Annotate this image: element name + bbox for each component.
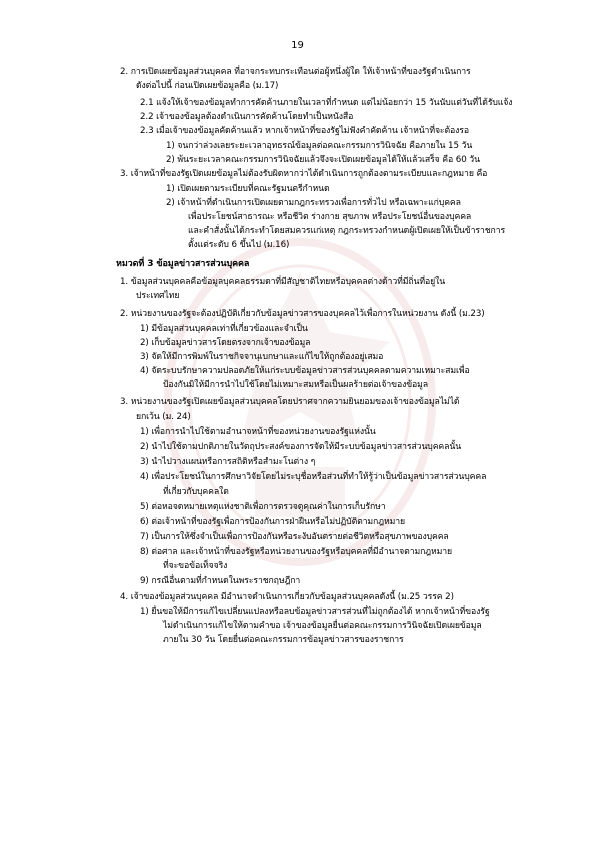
text-line: 6) ต่อเจ้าหน้าที่ของรัฐเพื่อการป้องกันการฝ่าฝืนหรือไม่ปฏิบัติตามกฎหมาย	[140, 517, 405, 527]
text-line: 7) เป็นการให้ซึ่งจำเป็นเพื่อการป้องกันหรือระงับอันตรายต่อชีวิตหรือสุขภาพของบุคคล	[140, 532, 449, 542]
text-line: 4) เพื่อประโยชน์ในการศึกษาวิจัยโดยไม่ระบุชื่อหรือส่วนที่ทำให้รู้ว่าเป็นข้อมูลข่าวสารส่วนบุคคล	[140, 472, 487, 482]
text-line: 2. การเปิดเผยข้อมูลส่วนบุคคล ที่อาจกระทบกระเทือนต่อผู้หนึ่งผู้ใด ให้เจ้าหน้าที่ของรัฐดำเนินการ	[120, 67, 471, 77]
text-line: 1) เพื่อการนำไปใช้ตามอำนาจหน้าที่ของหน่วยงานของรัฐแห่งนั้น	[140, 427, 376, 437]
text-line: 3. หน่วยงานของรัฐเปิดเผยข้อมูลส่วนบุคคลโดยปราศจากความยินยอมของเจ้าของข้อมูลไม่ได้	[120, 397, 460, 407]
text-line: 2) นำไปใช้ตามปกติภายในวัตถุประสงค์ของการจัดให้มีระบบข้อมูลข่าวสารส่วนบุคคลนั้น	[140, 442, 462, 452]
text-line: 1) จนกว่าล่วงเลยระยะเวลาอุทธรณ์ข้อมูลต่อคณะกรรมการวินิจฉัย คือภายใน 15 วัน	[166, 141, 473, 151]
text-line: ที่จะขอข้อเท็จจริง	[163, 561, 228, 571]
text-line: 1) เปิดเผยตามระเบียบที่คณะรัฐมนตรีกำหนด	[166, 184, 330, 194]
text-line: และคำสั่งนั้นได้กระทำโดยสมควรแก่เหตุ กฎกระทรวงกำหนดผู้เปิดเผยให้เป็นข้าราชการ	[188, 226, 506, 236]
text-line: 2. หน่วยงานของรัฐจะต้องปฏิบัติเกี่ยวกับข้อมูลข่าวสารของบุคคลไว้เพื่อการในหน่วยงาน ดังนี้ (ม.23)	[120, 309, 485, 319]
page-number: 19	[291, 40, 304, 51]
text-line: ตั้งแต่ระดับ 6 ขึ้นไป (ม.16)	[188, 240, 290, 250]
text-line: 4) จัดระบบรักษาความปลอดภัยให้แก่ระบบข้อมูลข่าวสารส่วนบุคคลตามความเหมาะสมเพื่อ	[140, 366, 470, 376]
text-line: เพื่อประโยชน์สาธารณะ หรือชีวิต ร่างกาย สุขภาพ หรือประโยชน์อื่นของบุคคล	[188, 212, 472, 222]
text-line: 1) ยื่นขอให้มีการแก้ไขเปลี่ยนแปลงหรือลบข้อมูลข่าวสารส่วนที่ไม่ถูกต้องได้ หากเจ้าหน้าที่ของรัฐ	[140, 607, 490, 617]
text-line: 2) เจ้าหน้าที่ดำเนินการเปิดเผยตามกฎกระทรวงเพื่อการทั่วไป หรือเฉพาะแก่บุคคล	[166, 198, 461, 208]
text-line: 8) ต่อศาล และเจ้าหน้าที่ของรัฐหรือหน่วยงานของรัฐหรือบุคคลที่มีอำนาจตามกฎหมาย	[140, 547, 453, 557]
text-line: 5) ต่อหอจดหมายเหตุแห่งชาติเพื่อการตรวจดูคุณค่าในการเก็บรักษา	[140, 502, 386, 512]
text-line: 3) นำไปวางแผนหรือการสถิติหรือสำมะโนต่าง ๆ	[140, 457, 316, 467]
text-line: 3) จัดให้มีการพิมพ์ในราชกิจจานุเบกษาและแก้ไขให้ถูกต้องอยู่เสมอ	[140, 352, 384, 362]
text-line: ดังต่อไปนี้ ก่อนเปิดเผยข้อมูลคือ (ม.17)	[136, 81, 279, 91]
text-line: ไม่ดำเนินการแก้ไขให้ตามคำขอ เจ้าของข้อมูลยื่นต่อคณะกรรมการวินิจฉัยเปิดเผยข้อมูล	[163, 621, 482, 631]
text-line: 1) มีข้อมูลส่วนบุคคลเท่าที่เกี่ยวข้องและจำเป็น	[140, 324, 308, 334]
text-line: ป้องกันมิให้มีการนำไปใช้โดยไม่เหมาะสมหรือเป็นผลร้ายต่อเจ้าของข้อมูล	[163, 380, 429, 390]
text-line: ประเทศไทย	[136, 291, 180, 301]
section-heading: หมวดที่ 3 ข้อมูลข่าวสารส่วนบุคคล	[116, 259, 250, 269]
text-line: ยกเว้น (ม. 24)	[136, 412, 191, 422]
text-line: 2) พ้นระยะเวลาคณะกรรมการวินิจฉัยแล้วจึงจะเปิดเผยข้อมูลได้ให้แล้วเสร็จ คือ 60 วัน	[166, 155, 480, 165]
text-line: 1. ข้อมูลส่วนบุคคลคือข้อมูลบุคคลธรรมดาที่มีสัญชาติไทยหรือบุคคลต่างด้าวที่มีถิ่นที่อยู่ใน	[120, 277, 446, 287]
text-line: 4. เจ้าของข้อมูลส่วนบุคคล มีอำนาจดำเนินการเกี่ยวกับข้อมูลส่วนบุคคลดังนี้ (ม.25 วรรค 2)	[120, 592, 454, 602]
text-line: 2.1 แจ้งให้เจ้าของข้อมูลทำการคัดค้านภายในเวลาที่กำหนด แต่ไม่น้อยกว่า 15 วันนับแต่วันที่ได้รับแจ้ง	[140, 98, 513, 108]
text-line: 2.2 เจ้าของข้อมูลต้องดำเนินการคัดค้านโดยทำเป็นหนังสือ	[140, 112, 354, 122]
text-line: ที่เกี่ยวกับบุคคลใด	[163, 487, 229, 497]
text-line: 2.3 เมื่อเจ้าของข้อมูลคัดค้านแล้ว หากเจ้าหน้าที่ของรัฐไม่ฟังคำคัดค้าน เจ้าหน้าที่จะต้องรอ	[140, 126, 469, 136]
text-line: 2) เก็บข้อมูลข่าวสารโดยตรงจากเจ้าของข้อมูล	[140, 338, 311, 348]
text-line: 9) กรณีอื่นตามที่กำหนดในพระราชกฤษฎีกา	[140, 576, 301, 586]
text-line: ภายใน 30 วัน โดยยื่นต่อคณะกรรมการข้อมูลข่าวสารของราชการ	[163, 635, 404, 645]
text-line: 3. เจ้าหน้าที่ของรัฐเปิดเผยข้อมูลไม่ต้องรับผิดหากว่าได้ดำเนินการถูกต้องตามระเบียบและกฎหมาย คือ	[120, 169, 488, 179]
